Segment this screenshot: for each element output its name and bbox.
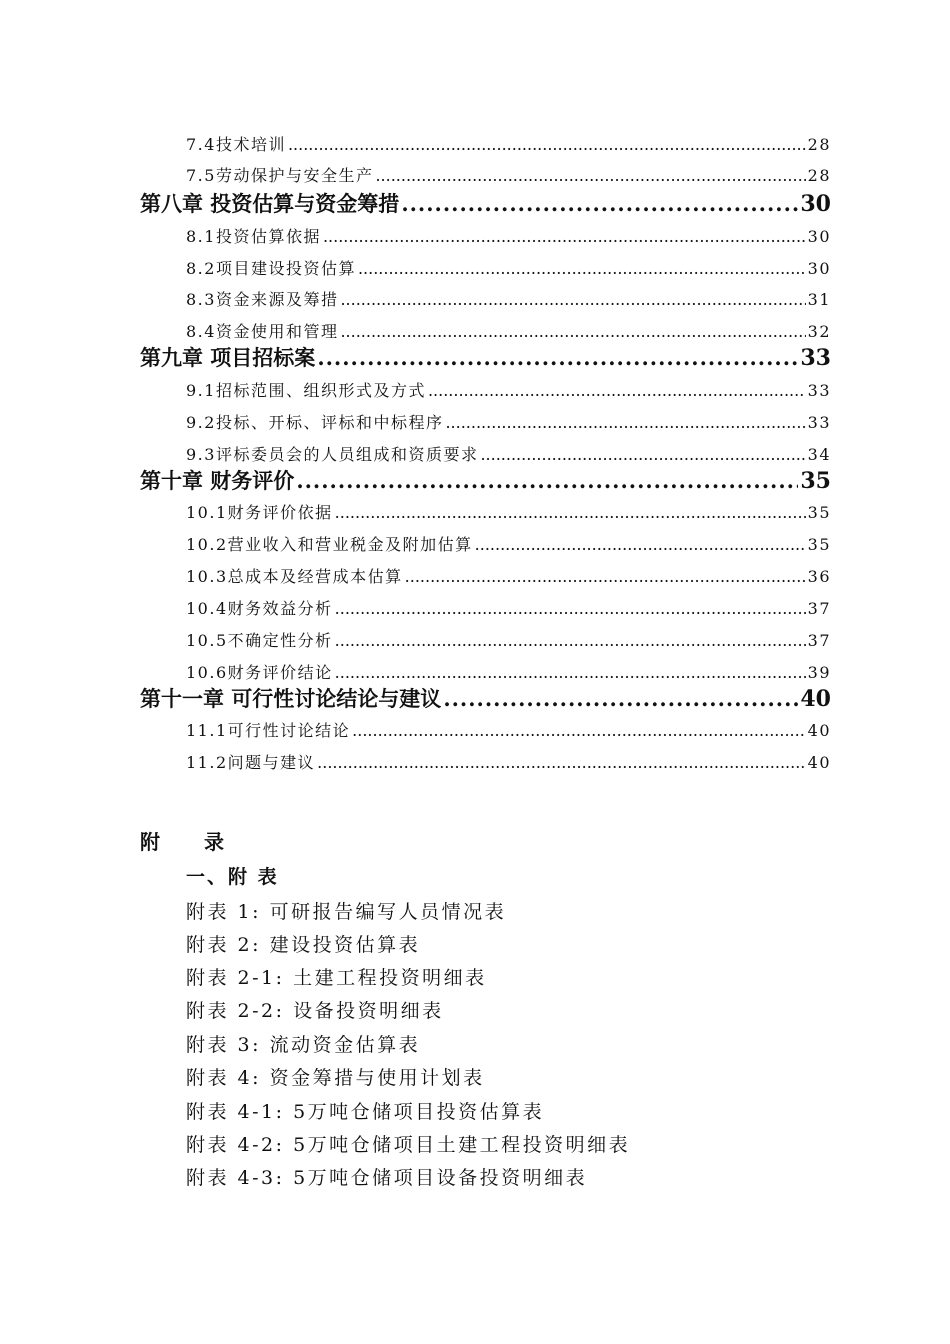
appendix-item[interactable]: 附表 4: 资金筹措与使用计划表 — [186, 1067, 485, 1089]
toc-entry-page: 30 — [807, 259, 831, 278]
toc-leader-dots — [445, 413, 805, 432]
toc-entry-page: 30 — [807, 227, 831, 246]
toc-leader-dots — [288, 135, 806, 154]
toc-entry-title: 8.3资金来源及筹措 — [186, 290, 339, 309]
toc-chapter-title: 第九章 项目招标案 — [140, 346, 316, 370]
toc-entry-title: 10.3总成本及经营成本估算 — [186, 567, 403, 586]
appendix-heading — [140, 826, 226, 855]
toc-entry-title: 10.6财务评价结论 — [186, 663, 333, 682]
toc-entry-title: 10.5不确定性分析 — [186, 631, 333, 650]
toc-chapter-entry[interactable] — [140, 465, 831, 495]
toc-entry-title: 8.1投资估算依据 — [186, 227, 321, 246]
toc-entry-page: 31 — [807, 290, 831, 309]
toc-entry-page: 39 — [807, 663, 831, 682]
toc-leader-dots — [335, 663, 806, 682]
toc-leader-dots — [317, 753, 806, 772]
toc-entry[interactable] — [186, 750, 831, 773]
appendix-item[interactable]: 附表 2: 建设投资估算表 — [186, 934, 421, 956]
toc-entry-page: 32 — [807, 322, 831, 341]
appendix-item[interactable]: 附表 3: 流动资金估算表 — [186, 1034, 421, 1056]
toc-entry[interactable] — [186, 410, 831, 433]
toc-leader-dots — [335, 631, 806, 650]
toc-leader-dots — [335, 503, 806, 522]
toc-leader-dots — [443, 686, 798, 711]
toc-leader-dots — [296, 468, 798, 493]
toc-entry-title: 10.1财务评价依据 — [186, 503, 333, 522]
toc-entry-title: 8.4资金使用和管理 — [186, 322, 339, 341]
toc-entry-title: 10.4财务效益分析 — [186, 599, 333, 618]
toc-chapter-title: 第十章 财务评价 — [140, 469, 295, 493]
toc-entry-page: 36 — [807, 567, 831, 586]
toc-chapter-entry[interactable] — [140, 188, 831, 218]
toc-entry[interactable] — [186, 287, 831, 310]
toc-leader-dots — [323, 227, 806, 246]
toc-leader-dots — [317, 345, 798, 370]
toc-entry-page: 33 — [807, 413, 831, 432]
toc-entry-page: 28 — [807, 166, 831, 185]
toc-entry[interactable] — [186, 132, 831, 155]
appendix-item[interactable]: 附表 1: 可研报告编写人员情况表 — [186, 901, 507, 923]
toc-entry[interactable] — [186, 319, 831, 342]
toc-leader-dots — [475, 535, 806, 554]
toc-entry[interactable] — [186, 224, 831, 247]
toc-leader-dots — [405, 567, 806, 586]
toc-entry-title: 10.2营业收入和营业税金及附加估算 — [186, 535, 473, 554]
toc-leader-dots — [375, 166, 805, 185]
toc-entry-title: 9.3评标委员会的人员组成和资质要求 — [186, 445, 479, 464]
toc-chapter-title: 第八章 投资估算与资金筹措 — [140, 192, 400, 216]
toc-leader-dots — [335, 599, 806, 618]
toc-entry-page: 35 — [807, 535, 831, 554]
toc-chapter-page: 33 — [800, 345, 831, 371]
toc-leader-dots — [358, 259, 806, 278]
toc-leader-dots — [401, 191, 798, 216]
appendix-item[interactable]: 附表 2-1: 土建工程投资明细表 — [186, 967, 487, 989]
toc-entry-title: 7.5劳动保护与安全生产 — [186, 166, 374, 185]
toc-leader-dots — [480, 445, 805, 464]
appendix-subheading: 一、附 表 — [186, 866, 279, 888]
toc-entry-title: 11.1可行性讨论结论 — [186, 721, 351, 740]
appendix-item[interactable]: 附表 2-2: 设备投资明细表 — [186, 1000, 444, 1022]
toc-leader-dots — [340, 290, 805, 309]
toc-chapter-entry[interactable] — [140, 342, 831, 372]
toc-entry-page: 28 — [807, 135, 831, 154]
toc-entry-page: 37 — [807, 599, 831, 618]
toc-entry[interactable] — [186, 163, 831, 186]
toc-chapter-title: 第十一章 可行性讨论结论与建议 — [140, 687, 442, 711]
appendix-heading-right: 录 — [204, 830, 226, 854]
toc-chapter-page: 35 — [800, 468, 831, 494]
toc-entry[interactable] — [186, 500, 831, 523]
toc-leader-dots — [428, 381, 806, 400]
toc-chapter-page: 30 — [800, 191, 831, 217]
toc-entry-page: 33 — [807, 381, 831, 400]
toc-entry-page: 34 — [807, 445, 831, 464]
toc-entry[interactable] — [186, 718, 831, 741]
toc-entry[interactable] — [186, 564, 831, 587]
toc-entry[interactable] — [186, 442, 831, 465]
toc-entry-title: 7.4技术培训 — [186, 135, 286, 154]
toc-entry[interactable] — [186, 596, 831, 619]
appendix-item[interactable]: 附表 4-1: 5万吨仓储项目投资估算表 — [186, 1101, 545, 1123]
toc-entry-page: 35 — [807, 503, 831, 522]
appendix-heading-left: 附 — [140, 830, 162, 854]
toc-leader-dots — [340, 322, 805, 341]
appendix-item[interactable]: 附表 4-2: 5万吨仓储项目土建工程投资明细表 — [186, 1134, 631, 1156]
toc-entry-title: 9.1招标范围、组织形式及方式 — [186, 381, 426, 400]
appendix-item[interactable]: 附表 4-3: 5万吨仓储项目设备投资明细表 — [186, 1167, 588, 1189]
toc-chapter-entry[interactable] — [140, 683, 831, 713]
toc-entry-page: 37 — [807, 631, 831, 650]
toc-entry-title: 11.2问题与建议 — [186, 753, 316, 772]
toc-entry[interactable] — [186, 660, 831, 683]
toc-entry-title: 9.2投标、开标、评标和中标程序 — [186, 413, 444, 432]
toc-entry[interactable] — [186, 532, 831, 555]
toc-entry[interactable] — [186, 256, 831, 279]
toc-entry[interactable] — [186, 378, 831, 401]
toc-chapter-page: 40 — [800, 686, 831, 712]
toc-entry-title: 8.2项目建设投资估算 — [186, 259, 356, 278]
toc-entry-page: 40 — [807, 753, 831, 772]
toc-entry-page: 40 — [807, 721, 831, 740]
toc-entry[interactable] — [186, 628, 831, 651]
toc-leader-dots — [352, 721, 806, 740]
